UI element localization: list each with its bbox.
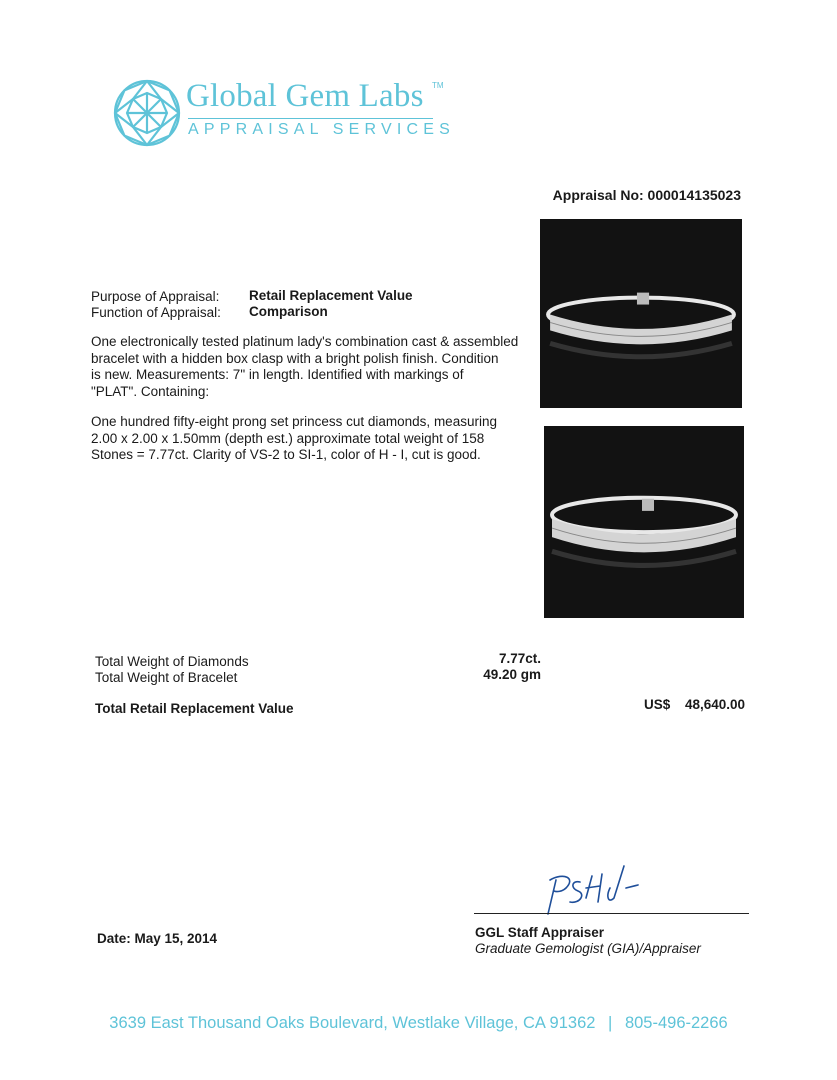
diamond-line: 2.00 x 2.00 x 1.50mm (depth est.) approximate total weight of 158: [91, 430, 485, 446]
description-line: One electronically tested platinum lady's combination cast & assembled: [91, 334, 519, 349]
appraisal-date: Date: May 15, 2014: [97, 931, 218, 946]
purpose-value: Retail Replacement Value: [249, 288, 413, 303]
logo-trademark: TM: [432, 81, 444, 90]
description-line: "PLAT". Containing:: [91, 383, 210, 399]
appraiser-credential: Graduate Gemologist (GIA)/Appraiser: [475, 941, 701, 956]
appraiser-title: GGL Staff Appraiser: [475, 925, 605, 940]
function-label: Function of Appraisal:: [91, 305, 221, 320]
retail-currency: US$: [644, 697, 671, 712]
bracelet-photo-bottom: [544, 426, 744, 618]
footer-phone: 805-496-2266: [624, 1014, 728, 1032]
footer-address: 3639 East Thousand Oaks Boulevard, Westlake Village, CA 91362: [109, 1014, 596, 1032]
description-line: is new. Measurements: 7" in length. Identified with markings of: [91, 367, 464, 382]
function-value: Comparison: [249, 304, 328, 319]
logo-divider: [188, 118, 433, 119]
footer-separator: |: [608, 1014, 613, 1032]
diamond-line: One hundred fifty-eight prong set princess cut diamonds, measuring: [91, 414, 497, 429]
footer-contact: [0, 1014, 837, 1033]
appraisal-number: Appraisal No: 000014135023: [552, 187, 741, 203]
logo-title: Global Gem Labs: [186, 78, 424, 114]
purpose-label: Purpose of Appraisal:: [91, 289, 220, 304]
bracelet-photo-top: [540, 219, 742, 408]
signature-line: [474, 913, 749, 914]
total-diamonds-label: Total Weight of Diamonds: [95, 654, 249, 669]
diamond-line: Stones = 7.77ct. Clarity of VS-2 to SI-1, color of H - I, cut is good.: [91, 447, 481, 462]
item-description: [91, 334, 531, 400]
total-diamonds-value: 7.77ct.: [498, 651, 541, 666]
logo-diamond-icon: [112, 78, 182, 148]
total-bracelet-value: 49.20 gm: [483, 667, 541, 682]
retail-value: 48,640.00: [684, 697, 745, 712]
diamond-description: [91, 414, 531, 464]
description-line: bracelet with a hidden box clasp with a bright polish finish. Condition: [91, 350, 499, 366]
logo-subtitle: APPRAISAL SERVICES: [188, 121, 456, 138]
appraiser-signature: [536, 858, 646, 918]
retail-value-label: Total Retail Replacement Value: [95, 701, 294, 716]
total-bracelet-label: Total Weight of Bracelet: [95, 670, 238, 685]
